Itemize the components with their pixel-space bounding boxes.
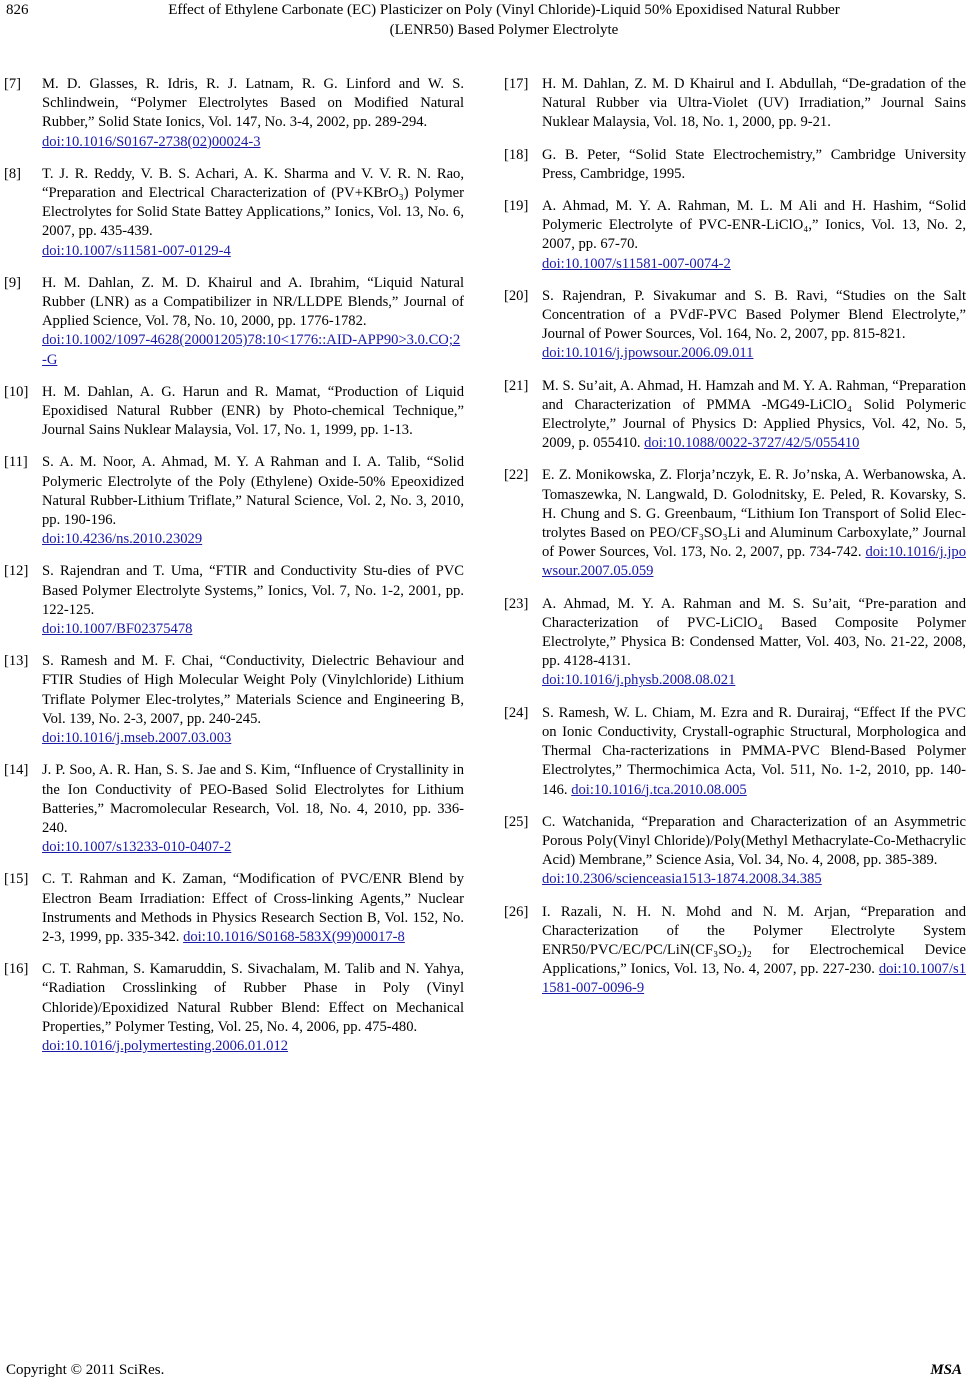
reference-number: [9] (4, 274, 22, 291)
reference-number: [10] (4, 383, 29, 400)
running-header (40, 0, 968, 40)
reference-text: A. Ahmad, M. Y. A. Rahman, M. L. M Ali and H. Hashim, “Solid Polymeric Electrolyte of PVC-ENR-LiClO₄,” Ionics, Vol. 13, No. 2, 2007, pp. 67-70. (542, 198, 966, 253)
reference-text: S. Ramesh and M. F. Chai, “Conductivity, Dielectric Behaviour and FTIR Studies of High Molecular Weight Poly (Vinylchloride) Lithium Triflate Polymer Elec-trolytes,” Materials Science and Engineering B, Vol. 139, No. 2-3, 2007, pp. 240-245. (42, 653, 464, 727)
reference-item (504, 466, 966, 581)
reference-text: C. T. Rahman, S. Kamaruddin, S. Sivachalam, M. Talib and N. Yahya, “Radiation Crosslinking of Rubber Phase in Poly (Vinyl Chloride)/Epoxidized Natural Rubber Blend: Effect on Mechanical Properties,” Polymer Testing, Vol. 25, No. 4, 2006, pp. 475-480. (42, 961, 464, 1035)
reference-number: [24] (504, 704, 529, 721)
reference-item (4, 562, 464, 639)
reference-text: H. M. Dahlan, A. G. Harun and R. Mamat, “Production of Liquid Epoxidised Natural Rubber (ENR) by Photo-chemical Technique,” Journal Sains Nuklear Malaysia, Vol. 17, No. 1, 1999, pp. 1-13. (42, 383, 464, 439)
doi-link[interactable]: doi:10.1007/s11581-007-0074-2 (542, 255, 731, 272)
reference-number: [8] (4, 165, 22, 182)
reference-item (504, 704, 966, 800)
reference-number: [7] (4, 76, 22, 92)
doi-link[interactable]: doi:10.1088/0022-3727/42/5/055410 (644, 435, 860, 452)
journal-abbreviation: MSA (930, 1362, 962, 1378)
reference-text: A. Ahmad, M. Y. A. Rahman and M. S. Su’ait, “Pre-paration and Characterization of PVC-LiClO₄ Based Composite Polymer Electrolyte,” Physica B: Condensed Matter, Vol. 403, No. 21-22, 2008, pp. 4128-4131. (542, 595, 966, 670)
reference-text: C. Watchanida, “Preparation and Characterization of an Asymmetric Porous Poly(Vinyl Chloride)/Poly(Methyl Methacrylate-Co-Methacrylic Acid) Membrane,” Science Asia, Vol. 34, No. 4, 2008, pp. 385-389. (542, 813, 966, 869)
copyright-notice: Copyright © 2011 SciRes. (6, 1362, 165, 1378)
reference-item (504, 146, 966, 184)
reference-number: [18] (504, 146, 529, 163)
reference-number: [17] (504, 76, 529, 92)
reference-item (4, 383, 464, 441)
doi-link[interactable]: doi:10.1002/1097-4628(20001205)78:10<1776::AID-APP90>3.0.CO;2-G (42, 332, 461, 368)
reference-item (4, 652, 464, 748)
reference-number: [16] (4, 961, 29, 978)
reference-item (4, 274, 464, 370)
reference-text: H. M. Dahlan, Z. M. D Khairul and I. Abdullah, “De-gradation of the Natural Rubber via Ultra-Violet (UV) Irradiation,” Journal Sains Nuklear Malaysia, Vol. 18, No. 1, 2000, pp. 9-21. (542, 76, 966, 131)
doi-link[interactable]: doi:10.1007/s13233-010-0407-2 (42, 839, 232, 856)
reference-item (504, 903, 966, 999)
reference-number: [15] (4, 871, 29, 888)
reference-number: [25] (504, 813, 529, 830)
reference-text: S. Rajendran and T. Uma, “FTIR and Conductivity Stu-dies of PVC Based Polymer Electrolyte Systems,” Ionics, Vol. 7, No. 1-2, 2001, pp. 122-125. (42, 563, 464, 618)
doi-link[interactable]: doi:10.1016/j.mseb.2007.03.003 (42, 730, 232, 747)
reference-item (4, 165, 464, 261)
reference-text: J. P. Soo, A. R. Han, S. S. Jae and S. Kim, “Influence of Crystallinity in the Ion Conductivity of PEO-Based Solid Electrolytes for Lithium Batteries,” Macromolecular Research, Vol. 18, No. 4, 2010, pp. 336-240. (42, 762, 464, 836)
doi-link[interactable]: doi:10.2306/scienceasia1513-1874.2008.34.385 (542, 871, 822, 888)
reference-number: [11] (4, 454, 28, 471)
doi-link[interactable]: doi:10.1016/j.tca.2010.08.005 (571, 781, 747, 798)
doi-link[interactable]: doi:10.1016/j.jpowsour.2006.09.011 (542, 345, 754, 362)
reference-number: [21] (504, 377, 529, 394)
doi-link[interactable]: doi:10.1007/s11581-007-0096-9 (542, 961, 966, 997)
reference-text: S. Rajendran, P. Sivakumar and S. B. Ravi, “Studies on the Salt Concentration of a PVdF-PVC Based Polymer Blend Electrolyte,” Journal of Power Sources, Vol. 164, No. 2, 2007, pp. 815-821. (542, 287, 966, 343)
running-header-line1: Effect of Ethylene Carbonate (EC) Plasticizer on Poly (Vinyl Chloride)-Liquid 50% Epoxidised Natural Rubber (168, 2, 840, 18)
doi-link[interactable]: doi:10.1016/j.physb.2008.08.021 (542, 672, 736, 689)
reference-text: G. B. Peter, “Solid State Electrochemistry,” Cambridge University Press, Cambridge, 1995. (542, 146, 966, 182)
reference-item (504, 595, 966, 691)
reference-number: [22] (504, 467, 529, 484)
doi-link[interactable]: doi:10.1016/j.jpowsour.2007.05.059 (542, 544, 966, 580)
doi-link[interactable]: doi:10.1016/j.polymertesting.2006.01.012 (42, 1037, 289, 1054)
reference-number: [12] (4, 563, 29, 580)
running-header-line2: (LENR50) Based Polymer Electrolyte (389, 22, 619, 38)
reference-item (504, 813, 966, 890)
reference-number: [26] (504, 903, 529, 920)
reference-text: S. A. M. Noor, A. Ahmad, M. Y. A Rahman and I. A. Talib, “Solid Polymeric Electrolyte of the Poly (Ethylene) Oxide-50% Epeoxidized Natural Rubber-Lithium Triflate,” Natural Science, Vol. 2, No. 3, 2010, pp. 190-196. (42, 454, 464, 529)
reference-text: T. J. R. Reddy, V. B. S. Achari, A. K. Sharma and V. V. R. N. Rao, “Preparation and Electrical Characterization of (PV+KBrO₃) Polymer Electrolytes for Solid State Battey Applications,” Ionics, Vol. 13, No. 6, 2007, pp. 435-439. (42, 165, 464, 240)
reference-item (4, 75, 464, 152)
reference-number: [20] (504, 287, 529, 304)
doi-link[interactable]: doi:10.1007/s11581-007-0129-4 (42, 242, 231, 259)
reference-item (504, 377, 966, 454)
doi-link[interactable]: doi:10.1016/S0167-2738(02)00024-3 (42, 133, 261, 150)
reference-item (504, 287, 966, 364)
doi-link[interactable]: doi:10.1016/S0168-583X(99)00017-8 (183, 928, 405, 945)
reference-text: I. Razali, N. H. N. Mohd and N. M. Arjan, “Preparation and Characterization of the Polymer Electrolyte System ENR50/PVC/EC/PC/LiN(CF₃SO₂)₂ for Electrochemical Device Applications,” Ionics, Vol. 13, No. 4, 2007, pp. 227-230. (542, 903, 966, 978)
reference-item (4, 453, 464, 549)
doi-link[interactable]: doi:10.4236/ns.2010.23029 (42, 531, 203, 548)
reference-number: [14] (4, 762, 29, 779)
page-number: 826 (6, 2, 29, 18)
reference-number: [23] (504, 595, 529, 612)
doi-link[interactable]: doi:10.1007/BF02375478 (42, 621, 193, 638)
reference-text: H. M. Dahlan, Z. M. D. Khairul and A. Ibrahim, “Liquid Natural Rubber (LNR) as a Compatibilizer in NR/LLDPE Blends,” Journal of Applied Science, Vol. 78, No. 10, 2000, pp. 1776-1782. (42, 274, 464, 330)
reference-item (4, 960, 464, 1056)
reference-number: [19] (504, 198, 529, 215)
reference-text: C. T. Rahman and K. Zaman, “Modification of PVC/ENR Blend by Electron Beam Irradiation: Effect of Cross-linking Agents,” Nuclear Instruments and Methods in Physics Research Section B, Vol. 152, No. 2-3, 1999, pp. 335-342. (42, 871, 464, 945)
reference-item (4, 761, 464, 857)
reference-text: M. D. Glasses, R. Idris, R. J. Latnam, R. G. Linford and W. S. Schlindwein, “Polymer Electrolytes Based on Modified Natural Rubber,” Solid State Ionics, Vol. 147, No. 3-4, 2002, pp. 289-294. (42, 76, 464, 131)
reference-item (504, 197, 966, 274)
reference-item (504, 75, 966, 133)
reference-text: E. Z. Monikowska, Z. Florja’nczyk, E. R. Jo’nska, A. Werbanowska, A. Tomaszewka, N. Langwald, D. Golodnitsky, E. Peled, R. Kovarsky, S. H. Chung and S. G. Greenbaum, “Lithium Ion Transport of Solid Elec-trolytes Based on PEO/CF₃SO₃Li and Aluminum Carboxylate,” Journal of Power Sources, Vol. 173, No. 2, 2007, pp. 734-742. (542, 467, 966, 561)
reference-number: [13] (4, 653, 29, 670)
reference-text: M. S. Su’ait, A. Ahmad, H. Hamzah and M. Y. A. Rahman, “Preparation and Characterization of PMMA -MG49-LiClO₄ Solid Polymeric Electrolyte,” Journal of Physics D: Applied Physics, Vol. 42, No. 5, 2009, p. 055410. (542, 377, 966, 452)
references-left-column (4, 75, 464, 1069)
reference-text: S. Ramesh, W. L. Chiam, M. Ezra and R. Durairaj, “Effect If the PVC on Ionic Conductivity, Crystall-ographic Structural, Morphologica and Thermal Cha-racterizations in PMMA-PVC Blend-Based Polymer Electrolytes,” Thermochimica Acta, Vol. 511, No. 1-2, 2010, pp. 140-146. (542, 704, 966, 798)
references-right-column (504, 75, 966, 1012)
reference-item (4, 870, 464, 947)
